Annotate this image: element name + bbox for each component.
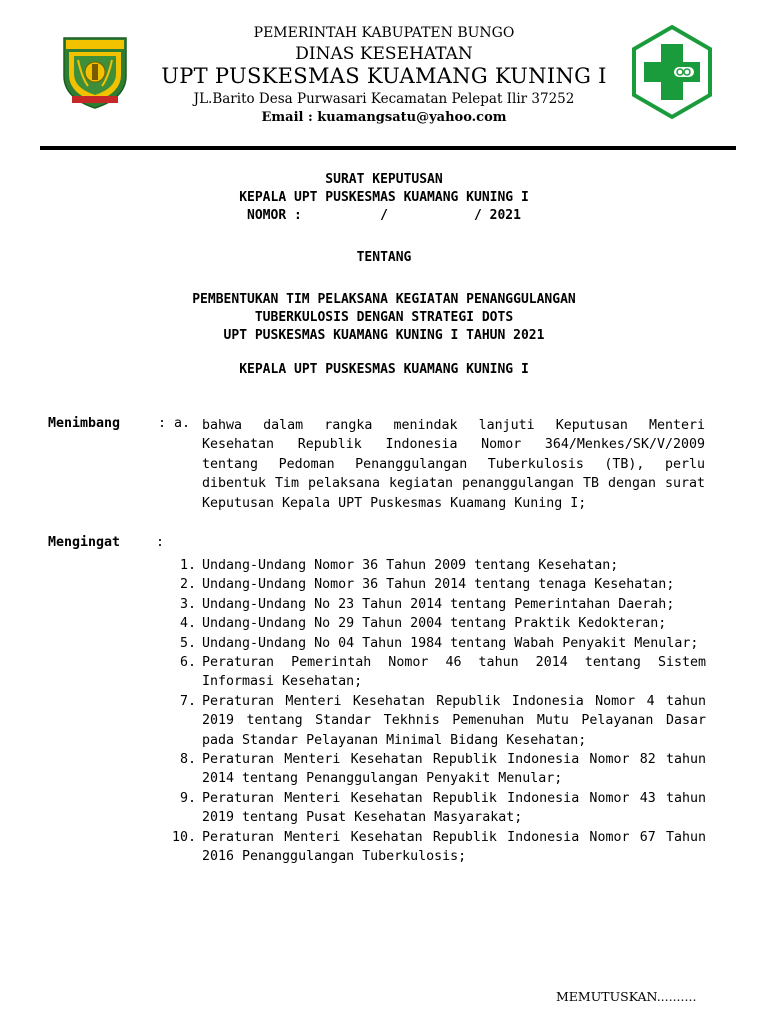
decree-issuer: KEPALA UPT PUSKESMAS KUAMANG KUNING I bbox=[239, 190, 529, 205]
list-item-number: 3. bbox=[179, 596, 196, 612]
list-item-text: Undang-Undang No 29 Tahun 2004 tentang Praktik Kedokteran; bbox=[202, 616, 667, 632]
menimbang-marker: : a. bbox=[158, 416, 191, 431]
list-item-text: Undang-Undang No 23 Tahun 2014 tentang Pemerintahan Daerah; bbox=[202, 596, 675, 612]
list-item-text: Undang-Undang No 04 Tahun 1984 tentang Wabah Penyakit Menular; bbox=[202, 635, 699, 651]
organization-email: Email : kuamangsatu@yahoo.com bbox=[261, 110, 507, 125]
list-item-text: Peraturan Menteri Kesehatan Republik Indonesia Nomor 67 Tahun 2016 Penanggulangan Tuberkulosis; bbox=[202, 829, 706, 865]
list-item-number: 2. bbox=[179, 577, 196, 593]
decree-subject-line-1: PEMBENTUKAN TIM PELAKSANA KEGIATAN PENANGGULANGAN bbox=[192, 292, 576, 307]
decree-number: NOMOR : / / 2021 bbox=[247, 208, 521, 223]
letterhead-divider bbox=[40, 146, 736, 150]
mengingat-colon: : bbox=[156, 535, 165, 550]
list-item bbox=[166, 653, 706, 692]
list-item-text: Undang-Undang Nomor 36 Tahun 2014 tentang tenaga Kesehatan; bbox=[202, 577, 675, 593]
letterhead bbox=[0, 0, 768, 150]
list-item bbox=[166, 595, 706, 614]
list-item-text: Peraturan Menteri Kesehatan Republik Indonesia Nomor 43 tahun 2019 tentang Pusat Kesehatan Masyarakat; bbox=[202, 790, 706, 826]
organization-name: UPT PUSKESMAS KUAMANG KUNING I bbox=[161, 64, 607, 88]
menimbang-label: Menimbang bbox=[48, 416, 121, 431]
list-item-text: Peraturan Pemerintah Nomor 46 tahun 2014 tentang Sistem Informasi Kesehatan; bbox=[202, 655, 706, 690]
memutuskan-continuation: MEMUTUSKAN.......... bbox=[556, 989, 697, 1004]
menimbang-text: bahwa dalam rangka menindak lanjuti Keputusan Menteri Kesehatan Republik Indonesia Nomor 364/Menkes/SK/V/2009 tentang Pedoman Penanggulangan Tuberkulosis (TB), perlu dibentuk Tim pelaksana kegiatan penanggulangan TB dengan surat Keputusan Kepala UPT Puskesmas Kuamang Kuning I; bbox=[202, 418, 705, 511]
decree-subject-line-3: UPT PUSKESMAS KUAMANG KUNING I TAHUN 2021 bbox=[223, 328, 545, 343]
list-item bbox=[166, 692, 706, 750]
list-item bbox=[166, 750, 706, 789]
list-item-number: 6. bbox=[179, 655, 196, 671]
list-item-text: Undang-Undang Nomor 36 Tahun 2009 tentang Kesehatan; bbox=[202, 558, 619, 573]
list-item-number: 4. bbox=[179, 616, 196, 632]
list-item-number: 1. bbox=[179, 558, 196, 573]
list-item bbox=[166, 556, 706, 575]
decree-title: SURAT KEPUTUSAN bbox=[325, 172, 443, 187]
list-item-text: Peraturan Menteri Kesehatan Republik Indonesia Nomor 4 tahun 2019 tentang Standar Tekhnis Pemenuhan Mutu Pelayanan Dasar pada Standar Pelayanan Minimal Bidang Kesehatan; bbox=[202, 693, 706, 748]
list-item-text: Peraturan Menteri Kesehatan Republik Indonesia Nomor 82 tahun 2014 tentang Penanggulangan Penyakit Menular; bbox=[202, 752, 706, 787]
decree-about: TENTANG bbox=[356, 250, 412, 265]
list-item bbox=[166, 634, 706, 653]
department-name: DINAS KESEHATAN bbox=[295, 44, 473, 64]
list-item bbox=[166, 614, 706, 633]
list-item-number: 9. bbox=[179, 790, 196, 806]
list-item bbox=[166, 575, 706, 594]
organization-address: JL.Barito Desa Purwasari Kecamatan Pelepat Ilir 37252 bbox=[193, 91, 575, 107]
list-item-number: 10. bbox=[171, 829, 196, 845]
list-item-number: 5. bbox=[179, 635, 196, 651]
list-item bbox=[166, 789, 706, 828]
list-item-number: 8. bbox=[179, 752, 196, 768]
list-item bbox=[166, 828, 706, 867]
government-name: PEMERINTAH KABUPATEN BUNGO bbox=[253, 25, 515, 41]
decree-subject-line-2: TUBERKULOSIS DENGAN STRATEGI DOTS bbox=[254, 310, 514, 325]
decree-head: KEPALA UPT PUSKESMAS KUAMANG KUNING I bbox=[239, 362, 529, 377]
list-item-number: 7. bbox=[179, 693, 196, 709]
mengingat-list bbox=[166, 556, 706, 867]
puskesmas-cross-icon bbox=[630, 24, 714, 120]
mengingat-label: Mengingat bbox=[48, 535, 121, 550]
